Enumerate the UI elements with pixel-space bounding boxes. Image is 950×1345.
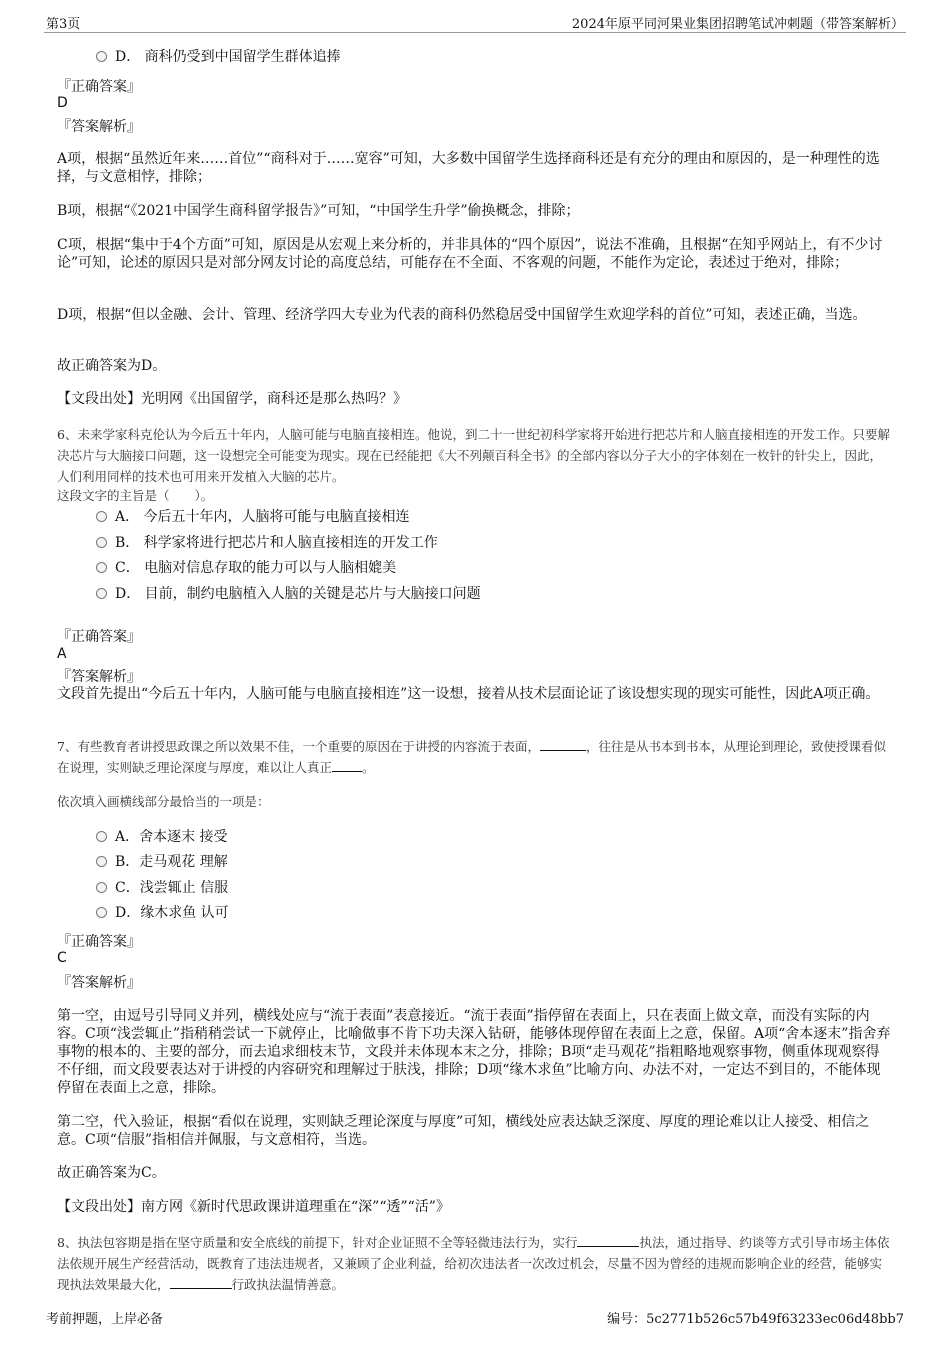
q6-question: 6、未来学家科克伦认为今后五十年内，人脑可能与电脑直接相连。他说，到二十一世纪初科学家将开始进行把芯片和人脑直接相连的开发工作。只要解决芯片与大脑接口问题，这一设想完全可能变为现实。现在已经能把《大不列颠百科全书》的全部内容以分子大小的字体刻在一枚针的针尖上，因此，人们利用同样的技术也可用来开发植入大脑的芯片。: [57, 427, 890, 484]
radio-icon[interactable]: [96, 537, 107, 548]
q6-option-b[interactable]: B． 科学家将进行把芯片和人脑直接相连的开发工作: [96, 533, 438, 553]
blank-line: [332, 759, 362, 772]
blank-line: [577, 1234, 639, 1247]
radio-icon[interactable]: [96, 588, 107, 599]
q5-analysis-label: 『答案解析』: [57, 119, 141, 135]
q5-source: 【文段出处】光明网《出国留学，商科还是那么热吗？》: [57, 391, 407, 407]
q5-analysis-c: C项，根据“集中于4个方面”可知，原因是从宏观上来分析的，并非具体的“四个原因”，说法不准确，且根据“在知乎网站上，有不少讨论”可知，论述的原因只是对部分网友讨论的高度总结，可能存在不全面、不客观的问题，不能作为定论，表述过于绝对，排除；: [57, 237, 883, 271]
q7-option-b[interactable]: B．走马观花 理解: [96, 852, 228, 872]
radio-icon[interactable]: [96, 856, 107, 867]
q5-analysis-d: D项，根据“但以金融、会计、管理、经济学四大专业为代表的商科仍然稳居受中国留学生欢迎学科的首位”可知，表述正确，当选。: [57, 307, 867, 323]
q7-analysis-second: 第二空，代入验证，根据“看似在说理，实则缺乏理论深度与厚度”可知，横线处应表达缺乏深度、厚度的理论难以让人接受、相信之意。C项“信服”指相信并佩服，与文意相符，当选。: [57, 1114, 870, 1148]
radio-icon[interactable]: [96, 562, 107, 573]
q7-option-d[interactable]: D．缘木求鱼 认可: [96, 903, 229, 923]
q6-answer-label: 『正确答案』: [57, 629, 141, 645]
document-id: 编号：5c2771b526c57b49f63233ec06d48bb7: [607, 1312, 904, 1327]
radio-icon[interactable]: [96, 51, 107, 62]
radio-icon[interactable]: [96, 907, 107, 918]
q7-stem: 依次填入画横线部分最恰当的一项是：: [57, 794, 270, 809]
q7-analysis-first: 第一空，由逗号引导同义并列，横线处应与“流于表面”表意接近。“流于表面”指停留在表面上，只在表面上做文章，而没有实际的内容。C项“浅尝辄止”指稍稍尝试一下就停止，比喻做事不肯下功夫深入钻研，能够体现停留在表面上之意，保留。A项“舍本逐末”指舍弃事物的根本的、主要的部分，而去追求细枝末节，文段并未体现本末之分，排除；B项“走马观花”指粗略地观察事物，侧重体现观察得不仔细，而文段要表达对于讲授的内容研究和理解过于肤浅，排除；D项“缘木求鱼”比喻方向、办法不对，一定达不到目的，不能体现停留在表面上之意，排除。: [57, 1008, 891, 1096]
q6-analysis: 文段首先提出“今后五十年内，人脑可能与电脑直接相连”这一设想，接着从技术层面论证了该设想实现的现实可能性，因此A项正确。: [57, 686, 880, 702]
q6-option-a[interactable]: A． 今后五十年内，人脑将可能与电脑直接相连: [96, 507, 410, 527]
q6-analysis-label: 『答案解析』: [57, 669, 141, 685]
page-header: [44, 12, 906, 33]
q7-option-c[interactable]: C．浅尝辄止 信服: [96, 878, 228, 898]
q7-answer: C: [57, 950, 67, 966]
q7-option-a[interactable]: A．舍本逐末 接受: [96, 827, 228, 847]
radio-icon[interactable]: [96, 882, 107, 893]
q6-option-d[interactable]: D． 目前，制约电脑植入人脑的关键是芯片与大脑接口问题: [96, 584, 481, 604]
document-title: 2024年原平同河果业集团招聘笔试冲刺题（带答案解析）: [571, 17, 904, 32]
q5-answer: D: [57, 95, 68, 111]
radio-icon[interactable]: [96, 831, 107, 842]
q7-conclusion: 故正确答案为C。: [57, 1165, 166, 1181]
q7-answer-label: 『正确答案』: [57, 934, 141, 950]
blank-line: [170, 1276, 232, 1289]
blank-line: [540, 738, 586, 751]
footer-slogan: 考前押题，上岸必备: [46, 1312, 164, 1327]
q5-answer-label: 『正确答案』: [57, 79, 141, 95]
q5-analysis-a: A项，根据“虽然近年来……首位”“商科对于……宽容”可知，大多数中国留学生选择商科还是有充分的理由和原因的，是一种理性的选择，与文意相悖，排除；: [57, 151, 880, 185]
q5-option-d[interactable]: D． 商科仍受到中国留学生群体追捧: [96, 47, 341, 67]
q5-analysis-b: B项，根据“《2021中国学生商科留学报告》”可知，“中国学生升学”偷换概念，排除；: [57, 203, 580, 219]
q6-option-c[interactable]: C． 电脑对信息存取的能力可以与人脑相媲美: [96, 558, 396, 578]
q5-conclusion: 故正确答案为D。: [57, 358, 167, 374]
q6-answer: A: [57, 646, 67, 662]
radio-icon[interactable]: [96, 511, 107, 522]
q8-question: 8、执法包容期是指在坚守质量和安全底线的前提下，针对企业证照不全等轻微违法行为，实行 执法，通过指导、约谈等方式引导市场主体依法依规开展生产经营活动，既教育了违法违规者，又兼顾了企业利益，给初次违法者一次改过机会，尽量不因为曾经的违规而影响企业的经营，能够实现执法效果最大化， 行政执法温情善意。: [57, 1235, 890, 1292]
q6-stem: 这段文字的主旨是（ ）。: [57, 488, 214, 503]
q7-source: 【文段出处】南方网《新时代思政课讲道理重在“深”“透”“活”》: [57, 1199, 450, 1215]
page-number: 第3页: [46, 17, 81, 32]
q7-question: 7、有些教育者讲授思政课之所以效果不佳，一个重要的原因在于讲授的内容流于表面， ，往往是从书本到书本，从理论到理论，致使授课看似在说理，实则缺乏理论深度与厚度，难以让人真正 。: [57, 739, 886, 775]
q7-analysis-label: 『答案解析』: [57, 975, 141, 991]
